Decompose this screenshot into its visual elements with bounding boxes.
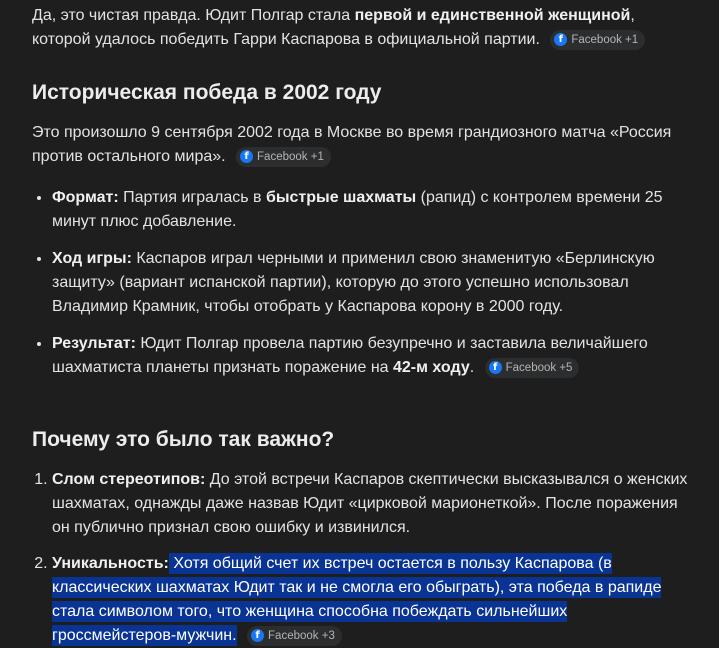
list-item-text-end: (рапид) с контролем времени 25 минут плюс добавление.: [52, 189, 663, 230]
section-heading-history: Историческая победа в 2002 году: [32, 81, 382, 104]
section-heading-importance: Почему это было так важно?: [32, 428, 335, 451]
importance-list: [32, 468, 692, 648]
source-chip[interactable]: [247, 626, 342, 646]
list-item-uniqueness: [52, 552, 692, 648]
intro-bold: первой и единственной женщиной: [354, 7, 631, 24]
selected-text[interactable]: Хотя общий счет их встреч остается в пользу Каспарова (в классических шахматах Юдит так и не смогла его обыграть), эта победа в рапиде стала символом того, что женщина способна побеждать сильнейших гроссмейстеров-мужчин.: [52, 555, 662, 644]
facebook-icon: f: [251, 629, 264, 642]
list-item-text: Каспаров играл черными и применил свою знаменитую «Берлинскую защиту» (вариант испанской партии), которую до этого успешно использовал Владимир Крамник, чтобы отобрать у Каспарова корону в 2000 году.: [52, 250, 655, 315]
list-item-label: Формат:: [52, 189, 119, 206]
list-item-text: Партия игралась в: [118, 189, 266, 206]
facebook-icon: f: [489, 361, 502, 374]
intro-text: Да, это чистая правда. Юдит Полгар стала: [32, 7, 355, 24]
list-item-label: Результат:: [52, 335, 136, 352]
list-item-result: [52, 331, 692, 380]
source-chip[interactable]: [236, 147, 331, 167]
details-list: [32, 185, 692, 380]
source-chip-label: Facebook +1: [257, 150, 324, 163]
list-item-label: Уникальность:: [52, 555, 169, 572]
list-item-label: Ход игры:: [52, 250, 132, 267]
event-paragraph: [32, 121, 692, 169]
intro-paragraph: [32, 4, 692, 52]
source-chip[interactable]: [550, 30, 645, 50]
facebook-icon: f: [240, 150, 253, 163]
source-chip-label: Facebook +5: [505, 361, 573, 374]
list-item-game: [52, 246, 692, 319]
list-item-text-end: .: [469, 359, 475, 376]
intro-text-end: , которой удалось победить Гарри Каспарова в официальной партии.: [32, 7, 635, 48]
source-chip-label: Facebook +3: [268, 629, 335, 642]
list-item-stereotypes: [52, 468, 692, 540]
source-chip-label: Facebook +1: [571, 33, 639, 46]
list-item-bold: 42-м ходу: [393, 359, 470, 376]
list-item-text: До этой встречи Каспаров скептически высказывался о женских шахматах, однажды даже назвав Юдит «цирковой марионеткой». После поражения он публично признал свою ошибку и извинился.: [52, 471, 688, 536]
list-item-label: Слом стереотипов:: [52, 471, 206, 488]
list-item-text: Юдит Полгар провела партию безупречно и заставила величайшего шахматиста планеты признать поражение на: [52, 335, 648, 376]
list-item-bold: быстрые шахматы: [265, 189, 417, 206]
list-item-format: [52, 185, 692, 234]
source-chip[interactable]: [485, 358, 580, 378]
event-text: Это произошло 9 сентября 2002 года в Москве во время грандиозного матча «Россия против остального мира».: [32, 124, 672, 165]
facebook-icon: f: [554, 33, 567, 46]
